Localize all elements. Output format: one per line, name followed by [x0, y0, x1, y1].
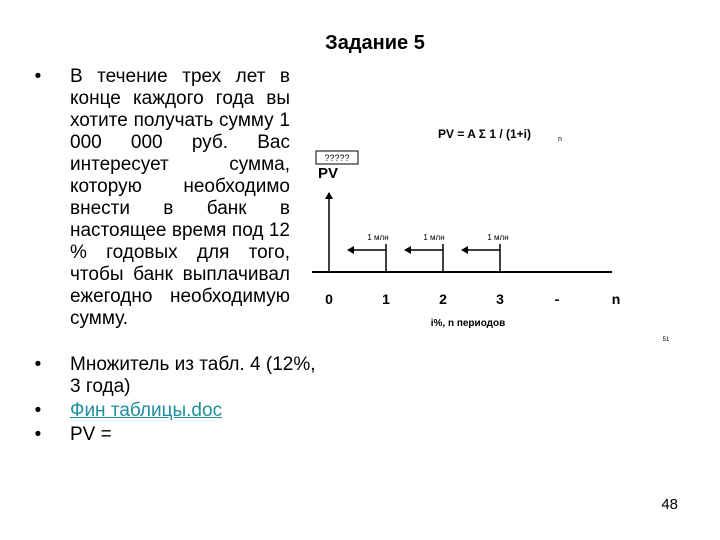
bullet-dot-icon: •	[34, 424, 42, 445]
pv-label: PV	[318, 165, 339, 182]
timeline-diagram	[300, 118, 680, 348]
slide-title: Задание 5	[325, 32, 425, 54]
bullet-dot-icon: •	[34, 354, 42, 375]
multiplier-text: Множитель из табл. 4 (12%, 3 года)	[70, 354, 316, 397]
link-bullet	[28, 400, 328, 422]
payment-label-2: 1 млн	[423, 233, 445, 242]
solution-bullet-list	[28, 354, 328, 448]
task-text: В течение трех лет в конце каждого года вы хотите получать сумму 1 000 000 руб. Вас интересует сумма, которую необходимо внести в банк в настоящее время под 12 % годовых для того, чтобы банк выплачивал ежегодно необходимую сумму.	[70, 66, 290, 329]
page-number: 48	[661, 496, 678, 513]
tick-label-dash: -	[554, 291, 560, 307]
diagram-small-number: 51	[662, 337, 670, 343]
pv-formula: PV = A Σ 1 / (1+i)	[438, 127, 532, 141]
tick-label-2: 2	[439, 291, 447, 307]
fin-tables-link[interactable]: Фин таблицы.doc	[70, 400, 223, 421]
pv-equals-text: PV =	[70, 424, 112, 445]
tick-label-0: 0	[325, 291, 333, 307]
payment-label-3: 1 млн	[487, 233, 509, 242]
unknown-box-label: ?????	[324, 153, 350, 163]
tick-label-3: 3	[496, 291, 504, 307]
pv-bullet	[28, 424, 328, 446]
task-bullet-list	[28, 66, 290, 330]
pv-formula-exponent: n	[558, 136, 562, 143]
bullet-dot-icon: •	[34, 66, 42, 87]
payment-label-1: 1 млн	[367, 233, 389, 242]
task-bullet	[28, 66, 290, 330]
bullet-dot-icon: •	[34, 400, 42, 421]
tick-label-1: 1	[382, 291, 390, 307]
tick-label-n: n	[611, 291, 621, 307]
axis-caption: i%, n периодов	[430, 318, 506, 329]
multiplier-bullet	[28, 354, 328, 398]
